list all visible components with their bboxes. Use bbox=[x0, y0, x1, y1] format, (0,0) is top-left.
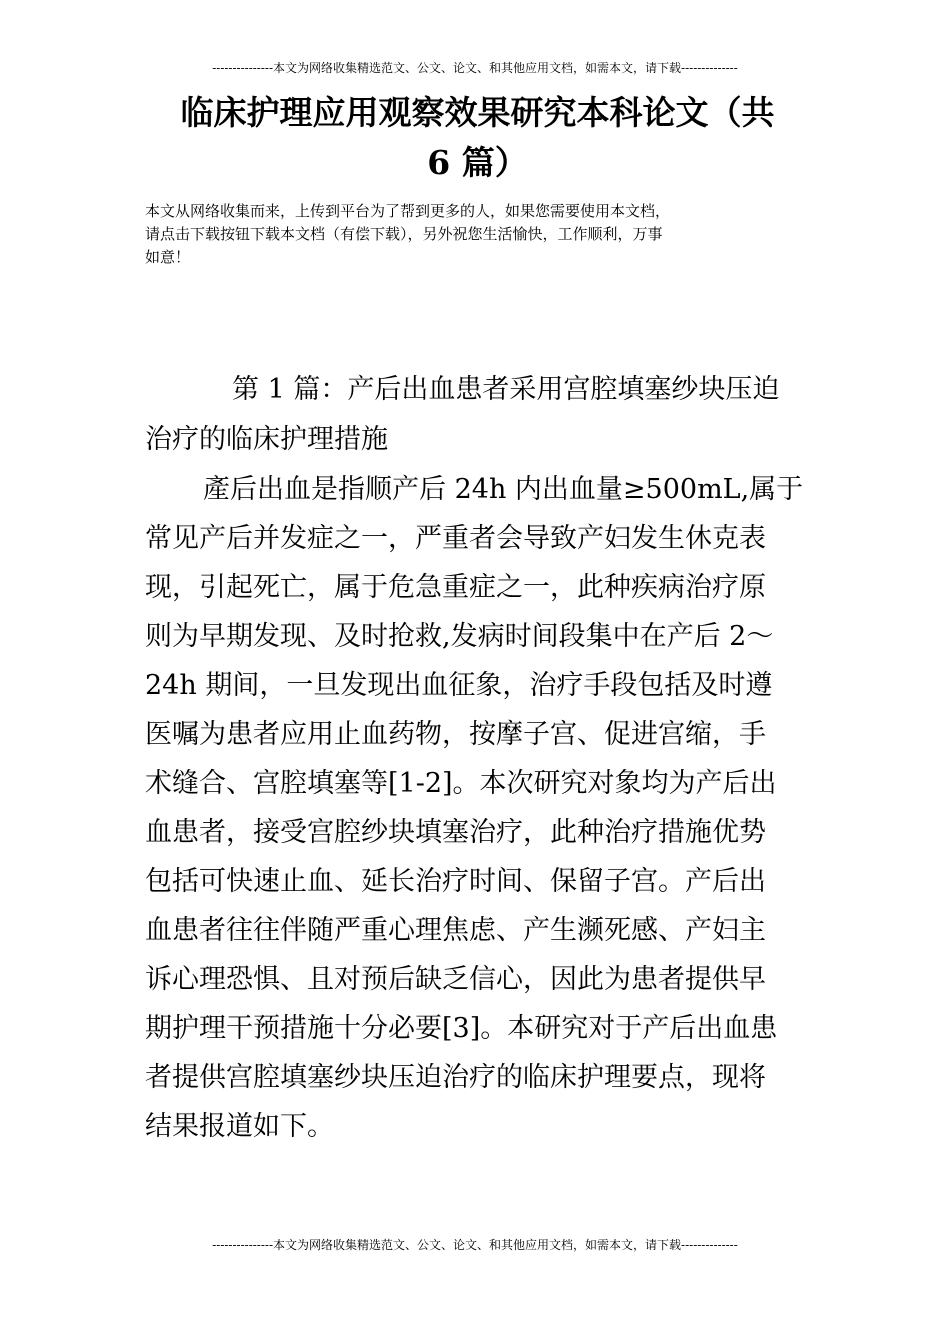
paragraph-line: 期护理干预措施十分必要[3]。本研究对于产后出血患 bbox=[145, 1013, 778, 1044]
document-title-line-2: 6 篇） bbox=[427, 143, 528, 182]
paragraph-line: 者提供宫腔填塞纱块压迫治疗的临床护理要点，现将 bbox=[145, 1062, 766, 1093]
paragraph-line: 血患者，接受宫腔纱块填塞治疗，此种治疗措施优势 bbox=[145, 817, 766, 848]
paragraph-line: 包括可快速止血、延长治疗时间、保留子宫。产后出 bbox=[145, 866, 766, 897]
document-title-line-1: 临床护理应用观察效果研究本科论文（共 bbox=[180, 93, 775, 132]
paragraph-line: 医嘱为患者应用止血药物，按摩子宫、促进宫缩，手 bbox=[145, 719, 766, 750]
paragraph-line: 產后出血是指顺产后 24h 内出血量≥500mL,属于 bbox=[203, 474, 804, 505]
paragraph-line: 血患者往往伴随严重心理焦虑、产生濒死感、产妇主 bbox=[145, 915, 766, 946]
intro-line: 如意！ bbox=[145, 248, 191, 266]
section-heading-line-2: 治疗的临床护理措施 bbox=[145, 424, 388, 455]
intro-line: 本文从网络收集而来，上传到平台为了帮到更多的人，如果您需要使用本文档， bbox=[145, 202, 671, 220]
paragraph-line: 则为早期发现、及时抢救,发病时间段集中在产后 2～ bbox=[145, 621, 774, 652]
paragraph-line: 结果报道如下。 bbox=[145, 1111, 334, 1142]
paragraph-line: 诉心理恐惧、且对预后缺乏信心，因此为患者提供早 bbox=[145, 964, 766, 995]
footer-banner: ---------------本文为网络收集精选范文、公文、论文、和其他应用文档，如需本文，请下载-------------- bbox=[212, 1238, 738, 1252]
paragraph-line: 常见产后并发症之一，严重者会导致产妇发生休克表 bbox=[145, 523, 766, 554]
header-banner: ---------------本文为网络收集精选范文、公文、论文、和其他应用文档，如需本文，请下载-------------- bbox=[212, 61, 738, 75]
intro-line: 请点击下载按钮下载本文档（有偿下载），另外祝您生活愉快，工作顺利，万事 bbox=[145, 225, 663, 243]
paragraph-line: 24h 期间，一旦发现出血征象，治疗手段包括及时遵 bbox=[145, 670, 773, 701]
section-heading-line-1: 第 1 篇：产后出血患者采用宫腔填塞纱块压迫 bbox=[232, 374, 780, 405]
paragraph-line: 现，引起死亡，属于危急重症之一，此种疾病治疗原 bbox=[145, 572, 766, 603]
paragraph-line: 术缝合、宫腔填塞等[1-2]。本次研究对象均为产后出 bbox=[145, 768, 777, 799]
